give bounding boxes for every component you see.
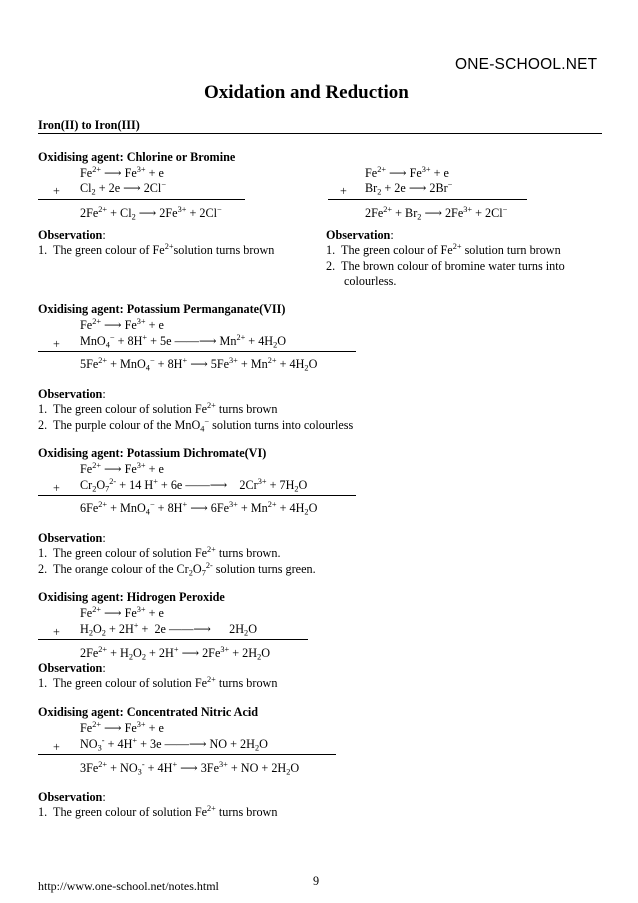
chlorine-half-equation-1: $Fe^{2+}$ ⟶ $Fe^{3+} + e$	[80, 164, 164, 180]
bromine-observation-2-continued: colourless.	[344, 274, 397, 288]
dichromate-half-equation-1: $Fe^{2+}$ ⟶ $Fe^{3+} + e$	[80, 460, 164, 476]
peroxide-observation-1: 1. The green colour of solution $Fe^{2+}$ turns brown	[38, 674, 278, 690]
nitric-half-equation-1: $Fe^{2+}$ ⟶ $Fe^{3+} + e$	[80, 719, 164, 735]
nitric-half-equation-2: $NO_3^- + 4H^+ + 3e$ ——⟶ NO + $2H_2O$	[80, 735, 268, 753]
section-heading-peroxide: Oxidising agent: Hidrogen Peroxide	[38, 590, 225, 604]
equation-rule	[328, 199, 527, 200]
footer-url[interactable]: http://www.one-school.net/notes.html	[38, 879, 219, 893]
chlorine-observation-1: 1. The green colour of $Fe^{2+}solution$ turns brown	[38, 241, 275, 257]
chlorine-half-equation-2: $Cl_2 + 2e$ ⟶ 2Cl−	[80, 179, 166, 197]
permanganate-observation-2: 2. The purple colour of the MnO$_4$− solution turns into colourless	[38, 416, 354, 434]
observation-label: Observation:	[38, 661, 106, 675]
equation-rule	[38, 495, 356, 496]
chlorine-overall-equation: $2Fe^{2+} + Cl_2$ ⟶ $2Fe^{3+} + 2Cl^-$	[80, 204, 222, 222]
plus-sign: +	[340, 184, 347, 198]
bromine-observation-2: 2. The brown colour of bromine water turns into	[326, 259, 565, 273]
bromine-half-equation-1: $Fe^{2+}$ ⟶ $Fe^{3+} + e$	[365, 164, 449, 180]
section-subtitle: Iron(II) to Iron(III)	[38, 118, 140, 132]
dichromate-observation-2: 2. The orange colour of the $Cr_2O_7^{2-}$ solution turns green.	[38, 560, 316, 578]
section-heading-nitric: Oxidising agent: Concentrated Nitric Acid	[38, 705, 259, 719]
observation-label: Observation:	[38, 790, 106, 804]
bromine-half-equation-2: $Br_2 + 2e$ ⟶ 2Br−	[365, 179, 453, 197]
equation-rule	[38, 754, 336, 755]
nitric-overall-equation: $3Fe^{2+} + NO_3^- + 4H^+$ ⟶ $3Fe^{3+}$ + NO + $2H_2O$	[80, 759, 300, 777]
observation-label: Observation:	[38, 228, 106, 242]
bromine-observation-1: 1. The green colour of $Fe^{2+}$ solution turn brown	[326, 241, 561, 257]
observation-label: Observation:	[38, 531, 106, 545]
nitric-observation-1: 1. The green colour of solution $Fe^{2+}$ turns brown	[38, 803, 278, 819]
dichromate-overall-equation: $6Fe^{2+} + MnO_4^- + 8H^+$ ⟶ $6Fe^{3+} + Mn^{2+} + 4H_2O$	[80, 499, 318, 517]
section-heading-chlorine-bromine: Oxidising agent: Chlorine or Bromine	[38, 150, 236, 164]
peroxide-half-equation-2: $H_2O_2 + 2H^+ + 2e$ ——⟶ $2H_2O$	[80, 620, 257, 638]
page-number: 9	[313, 874, 320, 888]
peroxide-half-equation-1: $Fe^{2+}$ ⟶ $Fe^{3+} + e$	[80, 604, 164, 620]
equation-rule	[38, 639, 308, 640]
permanganate-overall-equation: $5Fe^{2+} + MnO_4^- + 8H^+$ ⟶ $5Fe^{3+} + Mn^{2+} + 4H_2O$	[80, 355, 318, 373]
permanganate-half-equation-1: $Fe^{2+}$ ⟶ $Fe^{3+} + e$	[80, 316, 164, 332]
subtitle-rule	[38, 133, 602, 134]
plus-sign: +	[53, 481, 60, 495]
plus-sign: +	[53, 740, 60, 754]
dichromate-observation-1: 1. The green colour of solution $Fe^{2+}$ turns brown.	[38, 544, 281, 560]
equation-rule	[38, 351, 356, 352]
permanganate-half-equation-2: MnO$_4$− + 8H+ + 5e ——⟶ $Mn^{2+} + 4H_2O$	[80, 332, 287, 350]
observation-label: Observation:	[38, 387, 106, 401]
observation-label: Observation:	[326, 228, 394, 242]
permanganate-observation-1: 1. The green colour of solution $Fe^{2+}$ turns brown	[38, 400, 278, 416]
section-heading-dichromate: Oxidising agent: Potassium Dichromate(VI)	[38, 446, 267, 460]
bromine-overall-equation: $2Fe^{2+} + Br_2$ ⟶ $2Fe^{3+} + 2Cl^-$	[365, 204, 508, 222]
page-title: Oxidation and Reduction	[204, 82, 409, 103]
peroxide-overall-equation: $2Fe^{2+} + H_2O_2 + 2H^+$ ⟶ $2Fe^{3+} + 2H_2O$	[80, 644, 271, 662]
dichromate-half-equation-2: $Cr_2O_7^{2-} + 14$ H+ + 6e ——⟶ $2Cr^{3+} + 7H_2O$	[80, 476, 308, 494]
section-heading-permanganate: Oxidising agent: Potassium Permanganate(VII)	[38, 302, 286, 316]
equation-rule	[38, 199, 245, 200]
site-name: ONE-SCHOOL.NET	[455, 56, 598, 73]
plus-sign: +	[53, 625, 60, 639]
plus-sign: +	[53, 337, 60, 351]
plus-sign: +	[53, 184, 60, 198]
